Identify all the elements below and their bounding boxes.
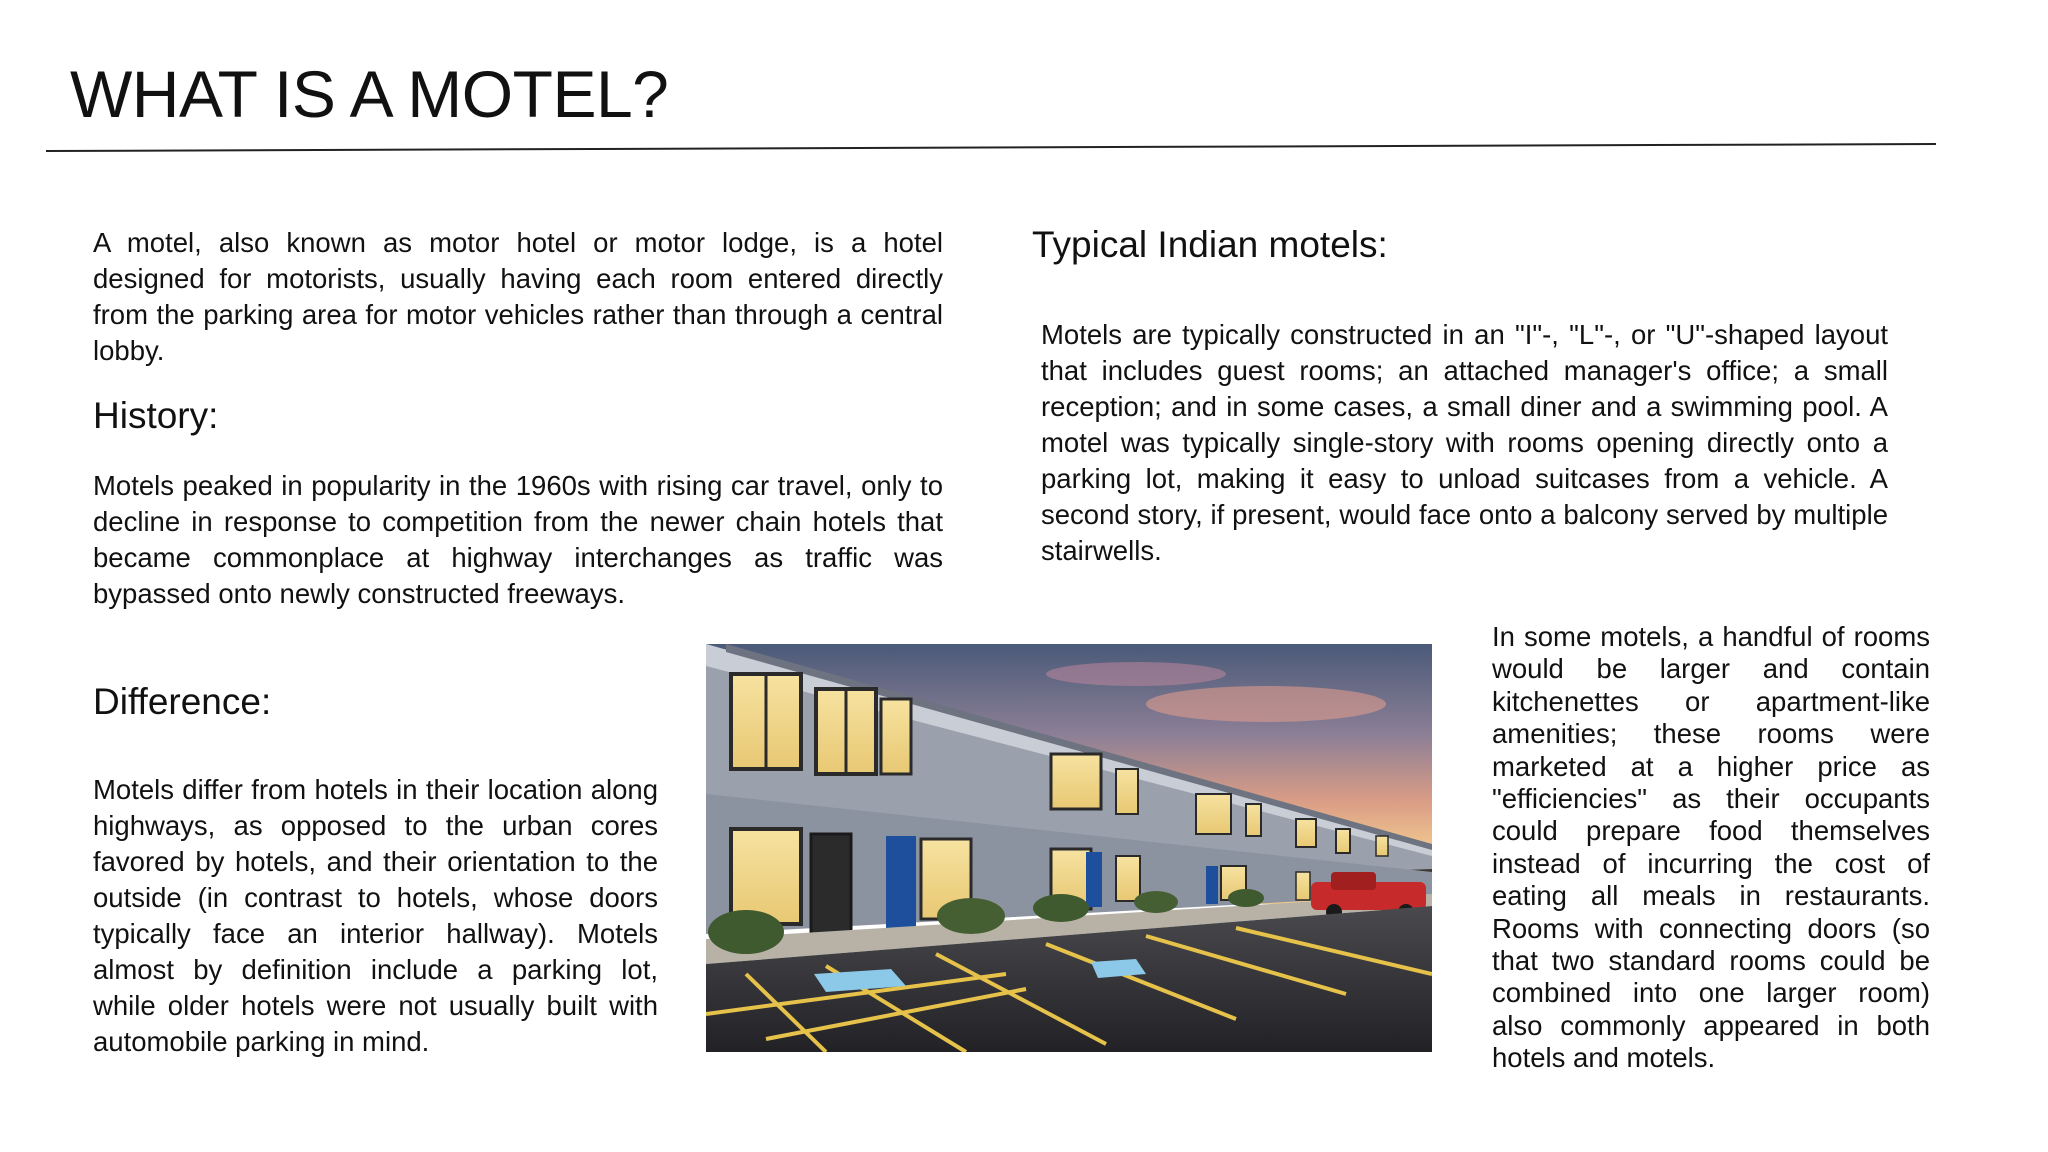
efficiencies-paragraph: In some motels, a handful of rooms would be larger and contain kitchenettes or apartment-like amenities; these rooms were marketed at a higher price as "efficiencies" as their occupants could prepare food themselves instead of incurring the cost of eating all meals in restaurants. Rooms with connecting doors (so that two standard rooms could be combined into one larger room) also commonly appeared in both hotels and motels.: [1492, 621, 1930, 1074]
history-paragraph: Motels peaked in popularity in the 1960s with rising car travel, only to decline in response to competition from the newer chain hotels that became commonplace at highway interchanges as traffic was bypassed onto newly constructed freeways.: [93, 470, 943, 609]
motel-photo-illustration: [706, 644, 1432, 1052]
intro-paragraph: A motel, also known as motor hotel or motor lodge, is a hotel designed for motorists, usually having each room entered directly from the parking area for motor vehicles rather than through a central lobby.: [93, 227, 943, 366]
difference-paragraph: Motels differ from hotels in their location along highways, as opposed to the urban cores favored by hotels, and their orientation to the outside (in contrast to hotels, whose doors typically face an interior hallway). Motels almost by definition include a parking lot, while older hotels were not usually built with automobile parking in mind.: [93, 774, 658, 1057]
history-heading: History:: [93, 395, 219, 436]
motel-photo: [706, 644, 1432, 1052]
difference-heading: Difference:: [93, 681, 272, 722]
title-divider: [46, 139, 1936, 155]
indian-motels-paragraph: Motels are typically constructed in an "I"-, "L"-, or "U"-shaped layout that includes guest rooms; an attached manager's office; a small reception; and in some cases, a small diner and a swimming pool. A motel was typically single-story with rooms opening directly onto a parking lot, making it easy to unload suitcases from a vehicle. A second story, if present, would face onto a balcony served by multiple stairwells.: [1041, 319, 1888, 566]
indian-motels-heading: Typical Indian motels:: [1032, 224, 1388, 265]
slide-title: WHAT IS A MOTEL?: [70, 57, 669, 131]
